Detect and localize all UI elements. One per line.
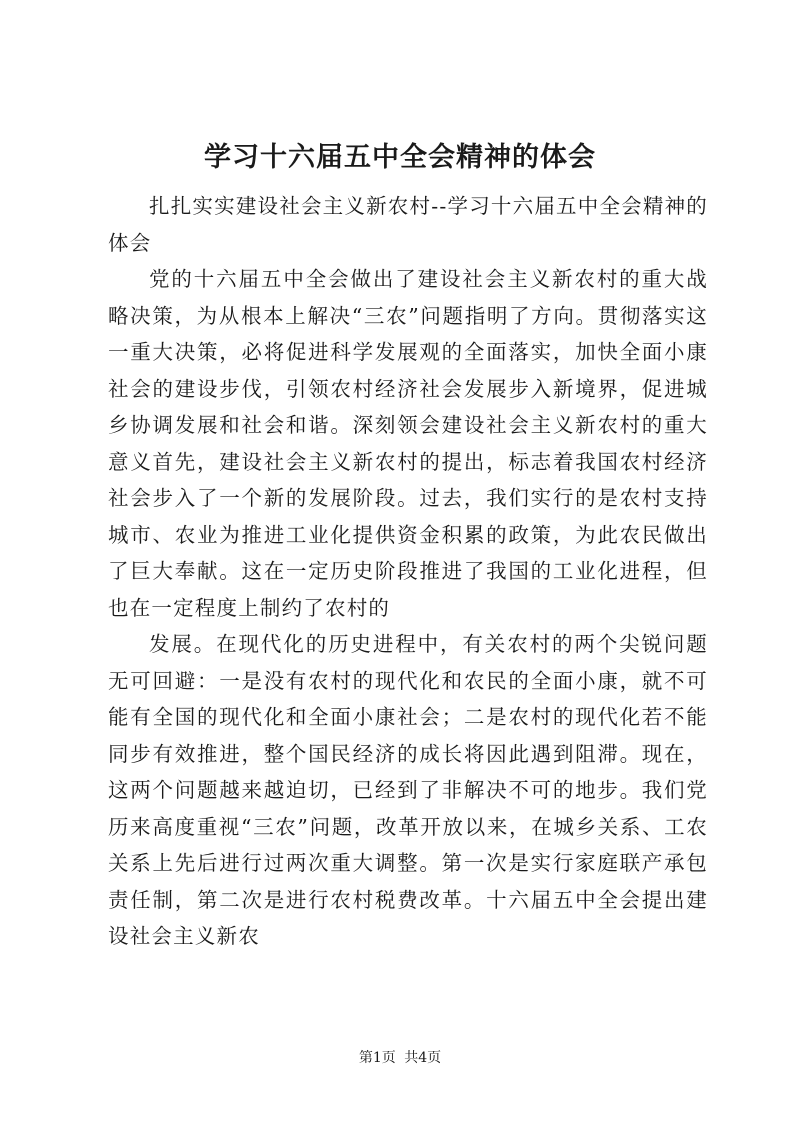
document-body (108, 188, 708, 955)
page-total: 共4页 (404, 1050, 442, 1066)
page-number: 第1页 (358, 1050, 396, 1066)
paragraph-2: 发展。在现代化的历史进程中，有关农村的两个尖锐问题无可回避：一是没有农村的现代化和农民的全面小康，就不可能有全国的现代化和全面小康社会；二是农村的现代化若不能同步有效推进，整个国民经济的成长将因此遇到阻滞。现在，这两个问题越来越迫切，已经到了非解决不可的地步。我们党历来高度重视“三农”问题，改革开放以来，在城乡关系、工农关系上先后进行过两次重大调整。第一次是实行家庭联产承包责任制，第二次是进行农村税费改革。十六届五中全会提出建设社会主义新农 (108, 632, 708, 948)
page-footer (0, 1048, 800, 1068)
document-title: 学习十六届五中全会精神的体会 (204, 142, 596, 173)
paragraph-1: 党的十六届五中全会做出了建设社会主义新农村的重大战略决策，为从根本上解决“三农”问题指明了方向。贯彻落实这一重大决策，必将促进科学发展观的全面落实，加快全面小康社会的建设步伐，引领农村经济社会发展步入新境界，促进城乡协调发展和社会和谐。深刻领会建设社会主义新农村的重大意义首先，建设社会主义新农村的提出，标志着我国农村经济社会步入了一个新的发展阶段。过去，我们实行的是农村支持城市、农业为推进工业化提供资金积累的政策，为此农民做出了巨大奉献。这在一定历史阶段推进了我国的工业化进程，但也在一定程度上制约了农村的 (108, 267, 708, 620)
paragraph-subtitle: 扎扎实实建设社会主义新农村--学习十六届五中全会精神的体会 (108, 194, 708, 255)
